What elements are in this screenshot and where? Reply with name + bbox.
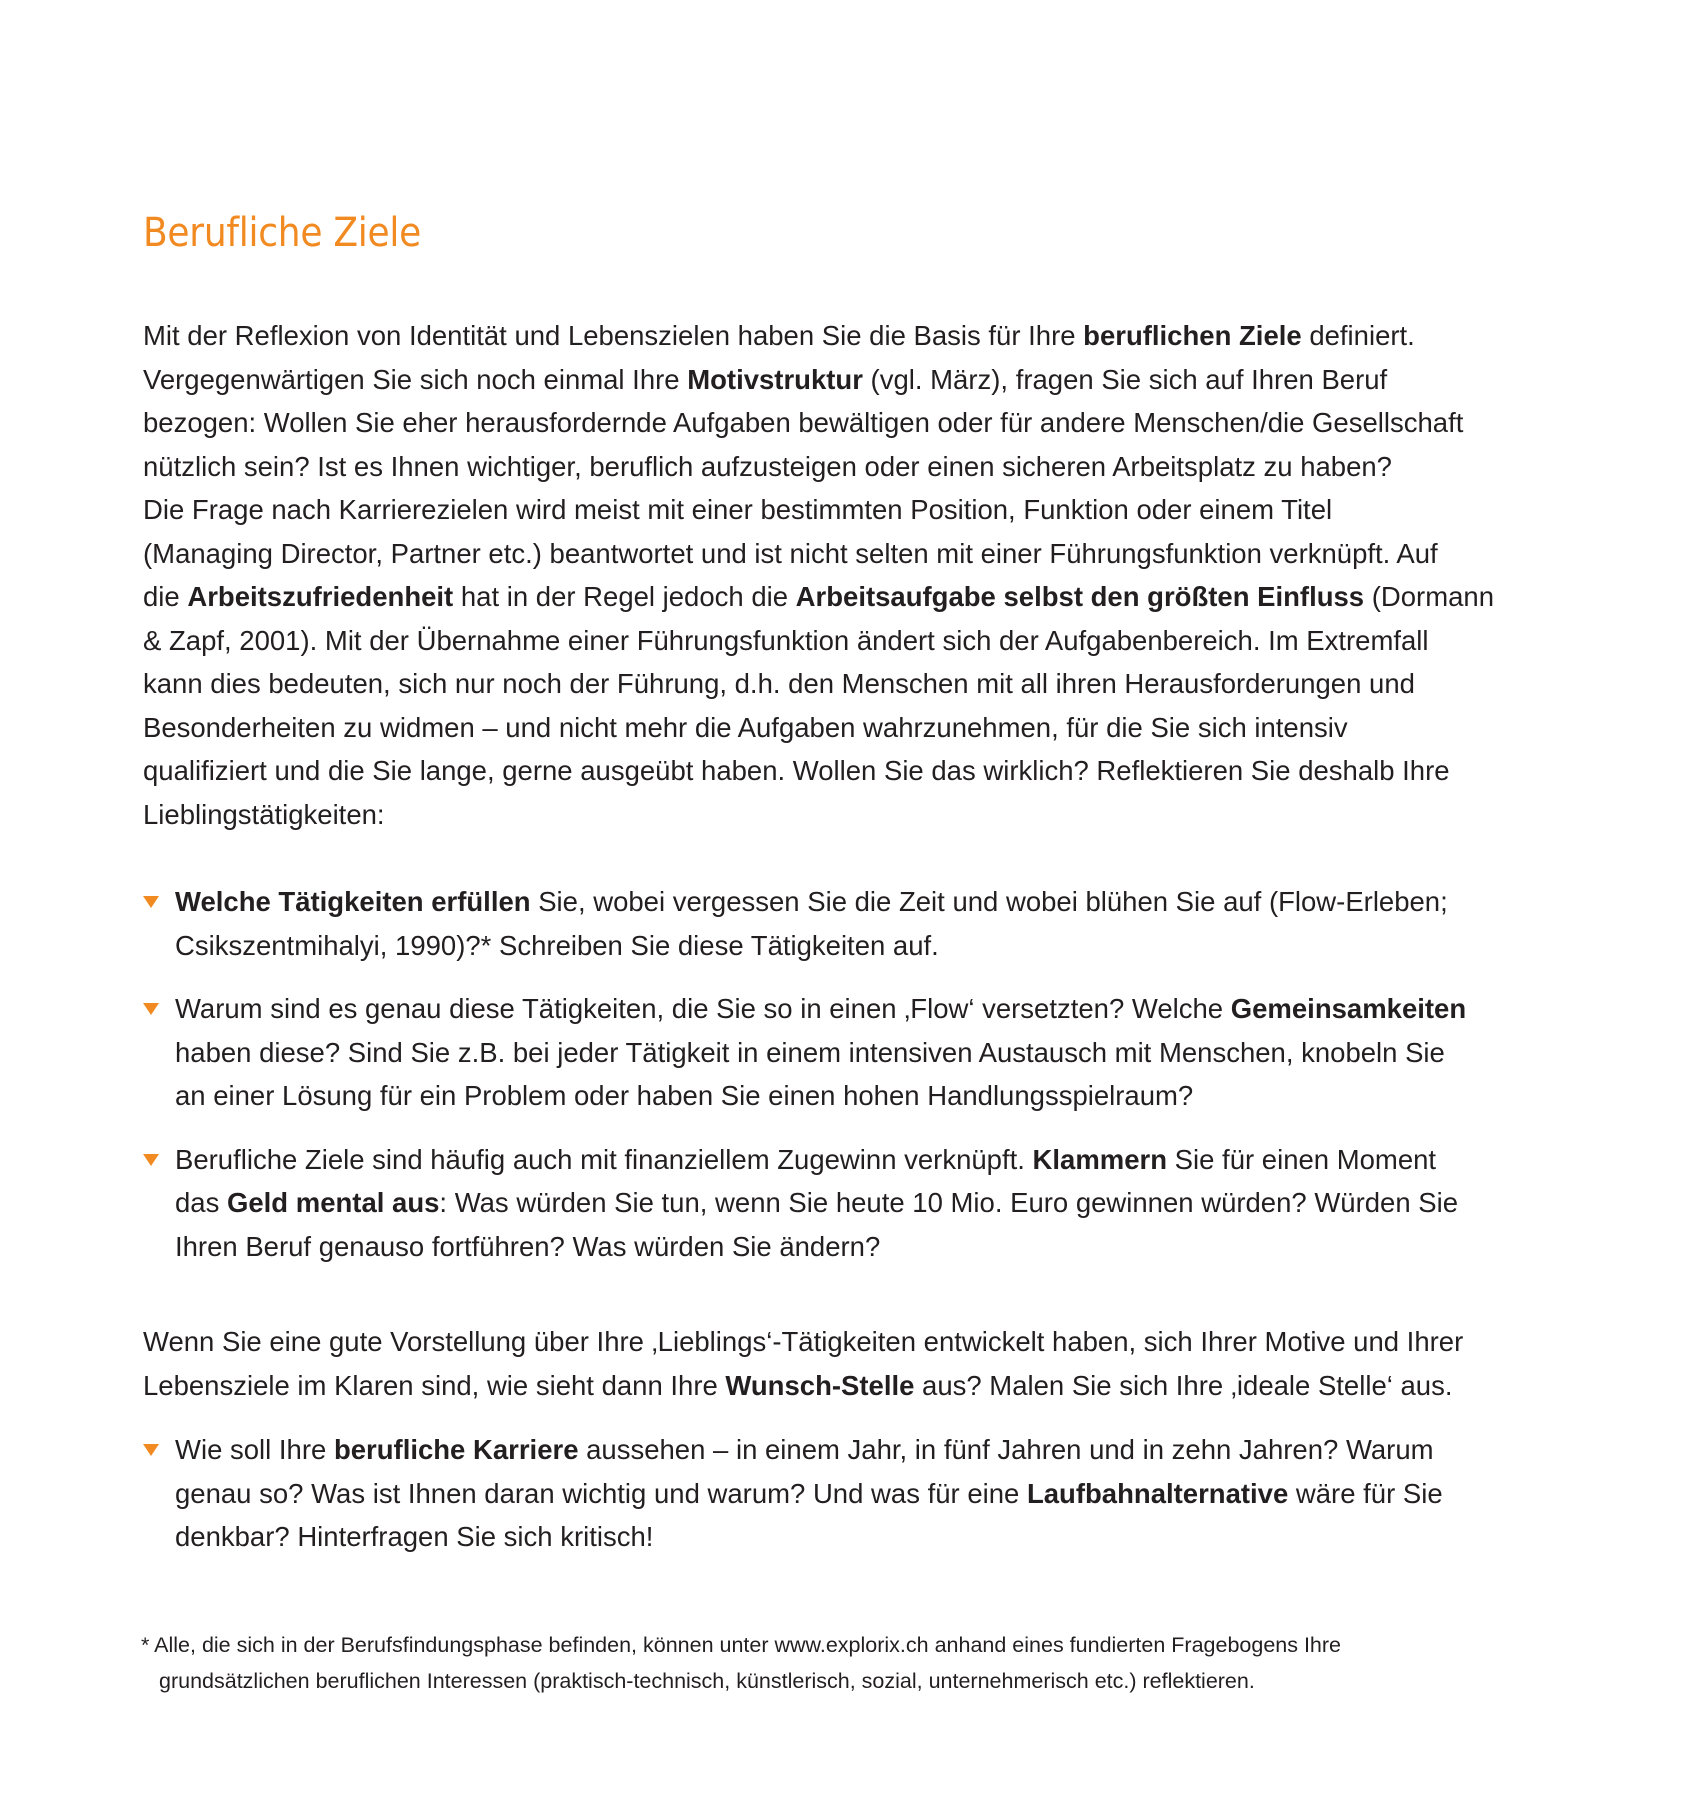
emphasis-text: Welche Tätigkeiten erfüllen [175, 886, 531, 917]
list-item [143, 1428, 1543, 1559]
list-item [143, 1138, 1543, 1269]
text-line [143, 1364, 1543, 1408]
text-run: definiert. [1301, 320, 1415, 351]
text-line [175, 1138, 1543, 1182]
triangle-down-bullet-icon [143, 1154, 159, 1166]
text-run: bezogen: Wollen Sie eher herausfordernde Aufgaben bewältigen oder für andere Menschen/die Gesellschaft [143, 407, 1464, 438]
list-item [143, 987, 1543, 1118]
text-run: aussehen – in einem Jahr, in fünf Jahren und in zehn Jahren? Warum [578, 1434, 1434, 1465]
text-line [143, 358, 1543, 402]
text-run: kann dies bedeuten, sich nur noch der Führung, d.h. den Menschen mit all ihren Herausforderungen und [143, 668, 1415, 699]
emphasis-text: Arbeitsaufgabe selbst den größten Einfluss [795, 581, 1365, 612]
triangle-down-bullet-icon [143, 1444, 159, 1456]
text-run: Wenn Sie eine gute Vorstellung über Ihre ‚Lieblings‘-Tätigkeiten entwickelt haben, sich Ihrer Motive und Ihrer [143, 1326, 1464, 1357]
text-line [143, 401, 1543, 445]
text-run: Ihren Beruf genauso fortführen? Was würden Sie ändern? [175, 1230, 881, 1262]
text-run: denkbar? Hinterfragen Sie sich kritisch! [175, 1521, 654, 1552]
text-line [175, 1472, 1543, 1516]
text-line [143, 749, 1543, 793]
text-line [175, 1225, 1543, 1269]
text-run: Vergegenwärtigen Sie sich noch einmal Ihre [143, 363, 688, 395]
triangle-down-bullet-icon [143, 1003, 159, 1015]
text-line [143, 619, 1543, 663]
text-line [143, 488, 1543, 532]
text-run: Lebensziele im Klaren sind, wie sieht dann Ihre [143, 1369, 726, 1401]
emphasis-text: Klammern [1032, 1143, 1168, 1175]
text-run: Csikszentmihalyi, 1990)?* Schreiben Sie diese Tätigkeiten auf. [175, 929, 939, 961]
text-run: qualifiziert und die Sie lange, gerne ausgeübt haben. Wollen Sie das wirklich? Reflektieren Sie deshalb Ihre [143, 755, 1450, 786]
text-line [143, 1320, 1543, 1364]
footnote-line: * Alle, die sich in der Berufsfindungsphase befinden, können unter www.explorix.ch anhand eines fundierten Fragebogens Ihre [141, 1633, 1342, 1657]
text-run: an einer Lösung für ein Problem oder haben Sie einen hohen Handlungsspielraum? [175, 1080, 1194, 1111]
triangle-down-bullet-icon [143, 896, 159, 908]
outro-paragraph [143, 1320, 1543, 1407]
list-item [143, 880, 1543, 967]
emphasis-text: Geld mental aus [226, 1187, 440, 1218]
text-line [143, 314, 1543, 358]
text-run: (Dormann [1364, 581, 1495, 612]
text-line [143, 706, 1543, 750]
emphasis-text: Wunsch-Stelle [725, 1369, 915, 1401]
text-run: Warum sind es genau diese Tätigkeiten, die Sie so in einen ‚Flow‘ versetzten? Welche [175, 993, 1231, 1024]
text-run: Wie soll Ihre [175, 1434, 334, 1465]
footnote-line: grundsätzlichen beruflichen Interessen (praktisch-technisch, künstlerisch, sozial, unternehmerisch etc.) reflektieren. [159, 1669, 1255, 1693]
reflection-question-list [143, 880, 1543, 1268]
text-run: wäre für Sie [1288, 1477, 1443, 1509]
text-line [175, 1428, 1543, 1472]
text-line [143, 793, 1543, 837]
career-question-list [143, 1428, 1543, 1559]
text-run: Mit der Reflexion von Identität und Lebenszielen haben Sie die Basis für Ihre [143, 320, 1084, 351]
footnote [141, 1627, 1561, 1699]
text-run: haben diese? Sind Sie z.B. bei jeder Tätigkeit in einem intensiven Austausch mit Menschen, knobeln Sie [175, 1036, 1445, 1068]
emphasis-text: berufliche Karriere [333, 1434, 579, 1465]
text-run: Sie für einen Moment [1167, 1143, 1437, 1175]
text-run: Besonderheiten zu widmen – und nicht mehr die Aufgaben wahrzunehmen, für die Sie sich intensiv [143, 711, 1348, 743]
intro-paragraph [143, 314, 1543, 836]
page-title: Berufliche Ziele [143, 210, 421, 256]
text-line [175, 1031, 1543, 1075]
text-line [175, 924, 1543, 968]
text-run: das [175, 1187, 227, 1218]
text-run: (Managing Director, Partner etc.) beantwortet und ist nicht selten mit einer Führungsfunktion verknüpft. Auf [143, 537, 1438, 569]
text-run: (vgl. März), fragen Sie sich auf Ihren Beruf [862, 363, 1388, 395]
text-line [143, 445, 1543, 489]
emphasis-text: Laufbahnalternative [1026, 1477, 1289, 1509]
text-line [143, 532, 1543, 576]
text-run: nützlich sein? Ist es Ihnen wichtiger, beruflich aufzusteigen oder einen sicheren Arbeitsplatz zu haben? [143, 450, 1392, 482]
text-run: aus? Malen Sie sich Ihre ‚ideale Stelle‘ aus. [914, 1369, 1453, 1401]
text-run: Lieblingstätigkeiten: [143, 798, 385, 830]
emphasis-text: Motivstruktur [687, 363, 863, 395]
text-run: Sie, wobei vergessen Sie die Zeit und wobei blühen Sie auf (Flow-Erleben; [530, 886, 1448, 917]
text-line [143, 575, 1543, 619]
emphasis-text: beruflichen Ziele [1083, 320, 1302, 351]
text-run: Berufliche Ziele sind häufig auch mit finanziellem Zugewinn verknüpft. [175, 1143, 1033, 1175]
text-run: hat in der Regel jedoch die [453, 581, 796, 612]
text-run: : Was würden Sie tun, wenn Sie heute 10 Mio. Euro gewinnen würden? Würden Sie [439, 1187, 1459, 1218]
emphasis-text: Gemeinsamkeiten [1230, 993, 1467, 1024]
text-run: die [143, 581, 188, 612]
text-line [175, 987, 1543, 1031]
text-line [143, 662, 1543, 706]
emphasis-text: Arbeitszufriedenheit [187, 581, 454, 612]
text-run: Die Frage nach Karrierezielen wird meist mit einer bestimmten Position, Funktion oder einem Titel [143, 494, 1333, 525]
text-line [175, 1515, 1543, 1559]
text-run: genau so? Was ist Ihnen daran wichtig und warum? Und was für eine [175, 1477, 1027, 1509]
text-line [175, 1074, 1543, 1118]
text-line [175, 1181, 1543, 1225]
text-line [175, 880, 1543, 924]
text-run: & Zapf, 2001). Mit der Übernahme einer Führungsfunktion ändert sich der Aufgabenbereich. Im Extremfall [143, 624, 1429, 656]
